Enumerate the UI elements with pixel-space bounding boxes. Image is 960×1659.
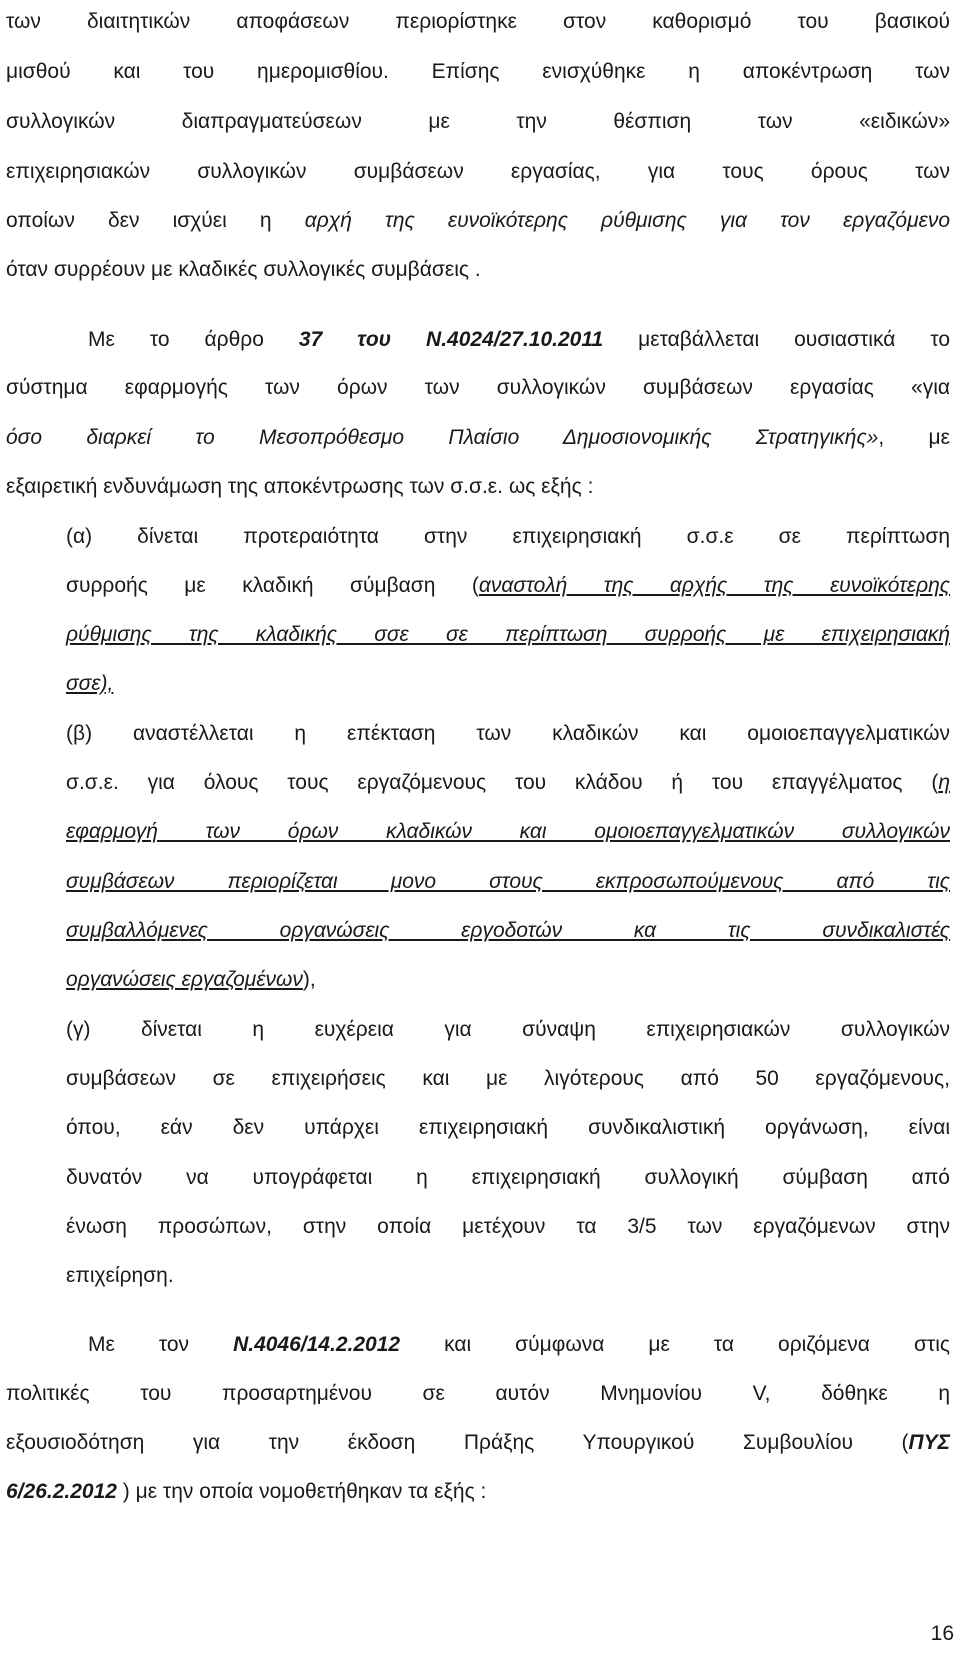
text-line bbox=[6, 368, 950, 408]
text-line bbox=[66, 1010, 950, 1050]
text-line bbox=[6, 1472, 950, 1512]
text-line bbox=[66, 714, 950, 754]
text-run: επιχειρησιακών συλλογικών συμβάσεων εργασίας, για τους όρους των bbox=[6, 160, 950, 183]
text-run: συμβάσεων σε επιχειρήσεις και με λιγότερους από 50 εργαζόμενους, bbox=[66, 1067, 950, 1090]
text-line bbox=[6, 102, 950, 142]
underlined-italic-text-run: συμβαλλόμενες οργανώσεις εργοδοτών κα τις συνδικαλιστές bbox=[66, 919, 950, 942]
text-run: όπου, εάν δεν υπάρχει επιχειρησιακή συνδικαλιστική οργάνωση, είναι bbox=[66, 1116, 950, 1139]
text-run: (γ) δίνεται η ευχέρεια για σύναψη επιχειρησιακών συλλογικών bbox=[66, 1018, 950, 1041]
text-line bbox=[88, 320, 950, 360]
text-line bbox=[66, 517, 950, 557]
text-run: ), bbox=[302, 968, 316, 991]
text-run: επιχείρηση. bbox=[66, 1264, 174, 1287]
text-line bbox=[6, 2, 950, 42]
text-line bbox=[66, 566, 950, 606]
text-run: ) με την οποία νομοθετήθηκαν τα εξής : bbox=[116, 1480, 487, 1503]
text-line bbox=[66, 911, 950, 951]
text-line bbox=[66, 1256, 950, 1296]
text-run: (β) αναστέλλεται η επέκταση των κλαδικών και ομοιοεπαγγελματικών bbox=[66, 722, 950, 745]
text-run: σ.σ.ε. για όλους τους εργαζόμενους του κλάδου ή του επαγγέλματος ( bbox=[66, 771, 939, 794]
text-run: ένωση προσώπων, στην οποία μετέχουν τα 3/5 των εργαζόμενων στην bbox=[66, 1215, 950, 1238]
text-run: Με τον bbox=[88, 1333, 234, 1356]
text-line bbox=[66, 763, 950, 803]
text-line bbox=[66, 960, 950, 1000]
text-run: μεταβάλλεται ουσιαστικά το bbox=[603, 328, 951, 351]
text-run: δυνατόν να υπογράφεται η επιχειρησιακή συλλογική σύμβαση από bbox=[66, 1166, 950, 1189]
text-line bbox=[66, 1207, 950, 1247]
text-line bbox=[6, 152, 950, 192]
text-run: των διαιτητικών αποφάσεων περιορίστηκε στον καθορισμό του βασικού bbox=[6, 10, 950, 33]
underlined-italic-text-run: εφαρμογή των όρων κλαδικών και ομοιοεπαγγελματικών συλλογικών bbox=[66, 820, 950, 843]
text-line bbox=[6, 418, 950, 458]
bold-italic-text-run: 37 του Ν.4024/27.10.2011 bbox=[298, 328, 604, 351]
text-line bbox=[66, 1158, 950, 1198]
text-run: σύστημα εφαρμογής των όρων των συλλογικών συμβάσεων εργασίας «για bbox=[6, 376, 950, 399]
text-line bbox=[6, 52, 950, 92]
text-run: όταν συρρέουν με κλαδικές συλλογικές συμβάσεις . bbox=[6, 258, 481, 281]
italic-text-run: αρχή της ευνοϊκότερης ρύθμισης για τον εργαζόμενο bbox=[304, 209, 950, 232]
bold-italic-text-run: Ν.4046/14.2.2012 bbox=[233, 1333, 401, 1356]
text-line bbox=[6, 1423, 950, 1463]
text-line bbox=[88, 1325, 950, 1365]
text-run: , με bbox=[878, 426, 950, 449]
text-run: και σύμφωνα με τα οριζόμενα στις bbox=[400, 1333, 950, 1356]
text-run: εξαιρετική ενδυνάμωση της αποκέντρωσης των σ.σ.ε. ως εξής : bbox=[6, 475, 594, 498]
text-line bbox=[66, 615, 950, 655]
text-run: οποίων δεν ισχύει η bbox=[6, 209, 305, 232]
text-run: Με το άρθρο bbox=[88, 328, 299, 351]
page-number: 16 bbox=[930, 1622, 954, 1645]
text-line bbox=[6, 467, 950, 507]
text-line bbox=[66, 1108, 950, 1148]
bold-italic-text-run: 6/26.2.2012 bbox=[6, 1480, 117, 1503]
underlined-italic-text-run: ρύθμισης της κλαδικής σσε σε περίπτωση συρροής με επιχειρησιακή bbox=[66, 623, 950, 646]
text-run: συλλογικών διαπραγματεύσεων με την θέσπιση των «ειδικών» bbox=[6, 110, 950, 133]
underlined-italic-text-run: οργανώσεις εργαζομένων bbox=[66, 968, 303, 991]
text-line bbox=[66, 664, 950, 704]
text-line bbox=[6, 250, 950, 290]
text-line bbox=[66, 812, 950, 852]
underlined-italic-text-run: συμβάσεων περιορίζεται μονο στους εκπροσωπούμενους από τις bbox=[66, 870, 950, 893]
italic-text-run: όσο διαρκεί το Μεσοπρόθεσμο Πλαίσιο Δημοσιονομικής Στρατηγικής» bbox=[6, 426, 879, 449]
text-line bbox=[6, 1374, 950, 1414]
bold-italic-text-run: ΠΥΣ bbox=[908, 1431, 950, 1454]
text-run: πολιτικές του προσαρτημένου σε αυτόν Μνημονίου V, δόθηκε η bbox=[6, 1382, 950, 1405]
underlined-italic-text-run: αναστολή της αρχής της ευνοϊκότερης bbox=[478, 574, 951, 597]
text-line bbox=[66, 1059, 950, 1099]
underlined-italic-text-run: σσε), bbox=[66, 672, 114, 695]
text-line bbox=[6, 201, 950, 241]
text-run: συρροής με κλαδική σύμβαση ( bbox=[66, 574, 479, 597]
text-run: μισθού και του ημερομισθίου. Επίσης ενισχύθηκε η αποκέντρωση των bbox=[6, 60, 950, 83]
text-line bbox=[66, 862, 950, 902]
underlined-italic-text-run: η bbox=[938, 771, 950, 794]
text-run: (α) δίνεται προτεραιότητα στην επιχειρησιακή σ.σ.ε σε περίπτωση bbox=[66, 525, 950, 548]
text-run: εξουσιοδότηση για την έκδοση Πράξης Υπουργικού Συμβουλίου ( bbox=[6, 1431, 909, 1454]
